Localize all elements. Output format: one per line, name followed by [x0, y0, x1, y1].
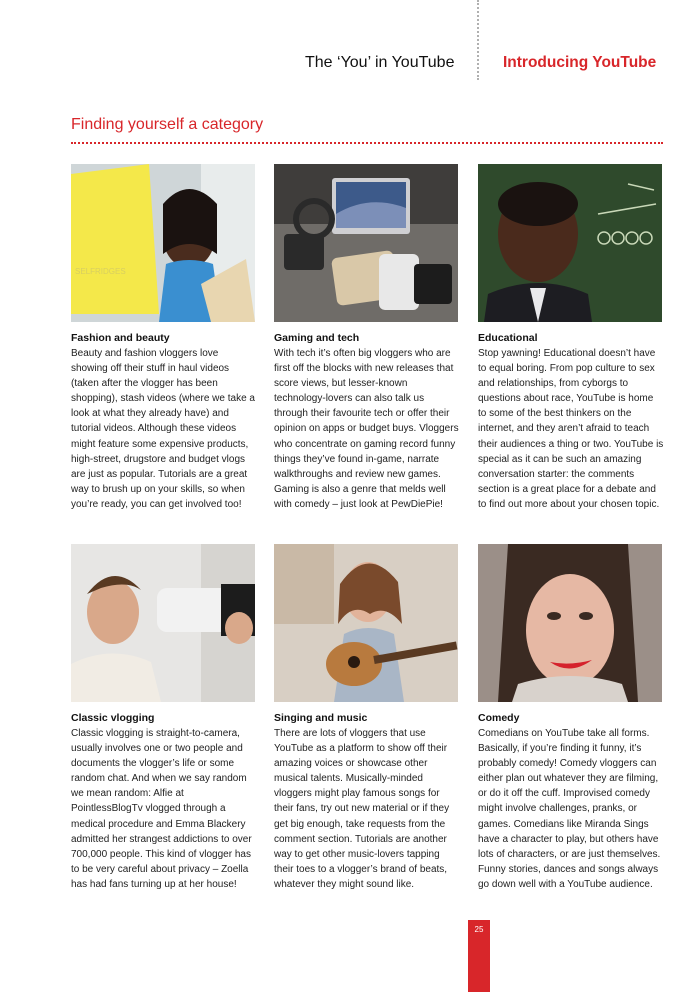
bag-brand-text: SELFRIDGES: [75, 267, 126, 276]
vlogging-photo: [71, 544, 255, 702]
music-photo: [274, 544, 458, 702]
category-body: With tech it’s often big vloggers who are first off the blocks with new releases that score views, but lesser-known technology-lovers can also talk us through their favourite tech or offer their opinion on apps or budget buys. Vloggers who concentrate on gaming record funny things they’ve found in-game, narrate walkthroughs and review new games. Gaming is also a genre that melds well with comedy – just look at PewDiePie!: [274, 348, 459, 510]
category-body: Beauty and fashion vloggers love showing off their stuff in haul videos (taken after the vlogger has been shopping), stash videos (where we take a look at what they already have) and tutorial videos. Although these videos might feature some expensive products, high-street, drugstore and budget vlogs are just as popular. Tutorials are a great way to brush up on your skills, so when you’re ready, you can get involved too!: [71, 348, 255, 510]
category-body: There are lots of vloggers that use YouTube as a platform to show off their amazing voices or showcase other musical talents. Musically-minded vloggers might play famous songs for their fans, try out new material or if they get big enough, take requests from the comment section. Tutorials are another way to get other music-lovers tapping their toes to a vlogger’s brand of beats, whatever they might sound like.: [274, 728, 450, 890]
fashion-photo: [71, 164, 255, 322]
category-body: Classic vlogging is straight-to-camera, usually involves one or two people and documents the vlogger’s life or some random chat. And when we say random we mean random: Alfie at PointlessBlogTv vlogged through a medical procedure and Emma Blackery admitted her strangest addictions to over 700,000 people. This kind of vlogger has to be very careful about privacy – Zoella has had fans turning up at her house!: [71, 728, 252, 890]
category-fashion-beauty: [71, 164, 257, 512]
category-gaming-tech: [274, 164, 460, 512]
educational-photo: [478, 164, 662, 322]
category-title: Educational: [478, 332, 538, 344]
category-title: Classic vlogging: [71, 712, 155, 724]
category-educational: [478, 164, 664, 512]
page-number-tab: [468, 920, 490, 992]
header-divider: [477, 0, 479, 80]
category-classic-vlogging: [71, 544, 257, 892]
section-header: Introducing YouTube: [503, 54, 657, 71]
page-number: 25: [474, 925, 484, 934]
comedy-photo: [478, 544, 662, 702]
category-body: Stop yawning! Educational doesn’t have to equal boring. From pop culture to sex and relationships, from cyborgs to questions about race, YouTube is home to some of the best thinkers on the internet, and they aren’t afraid to teach their audiences a thing or two. YouTube is special as it can be such an amazing conversation starter: the comments section is a great place for a debate and to find out more about your chosen topic.: [478, 348, 664, 510]
category-title: Comedy: [478, 712, 520, 724]
category-title: Fashion and beauty: [71, 332, 170, 344]
chapter-title: The ‘You’ in YouTube: [305, 54, 455, 71]
category-title: Singing and music: [274, 712, 368, 724]
page-title: Finding yourself a category: [71, 116, 264, 133]
category-singing-music: [274, 544, 460, 892]
category-body: Comedians on YouTube take all forms. Basically, if you’re finding it funny, it’s probably comedy! Comedy vloggers can either plan out whatever they are filming, or do it off the cuff. Improvised comedy might involve challenges, pranks, or games. Comedians like Miranda Sings have a character to play, but others have lots of characters, or are just themselves. Funny stories, dances and songs always go down well with a YouTube audience.: [478, 728, 661, 890]
category-title: Gaming and tech: [274, 332, 360, 344]
gaming-photo: [274, 164, 458, 322]
title-divider: [71, 142, 663, 144]
category-comedy: [478, 544, 664, 892]
